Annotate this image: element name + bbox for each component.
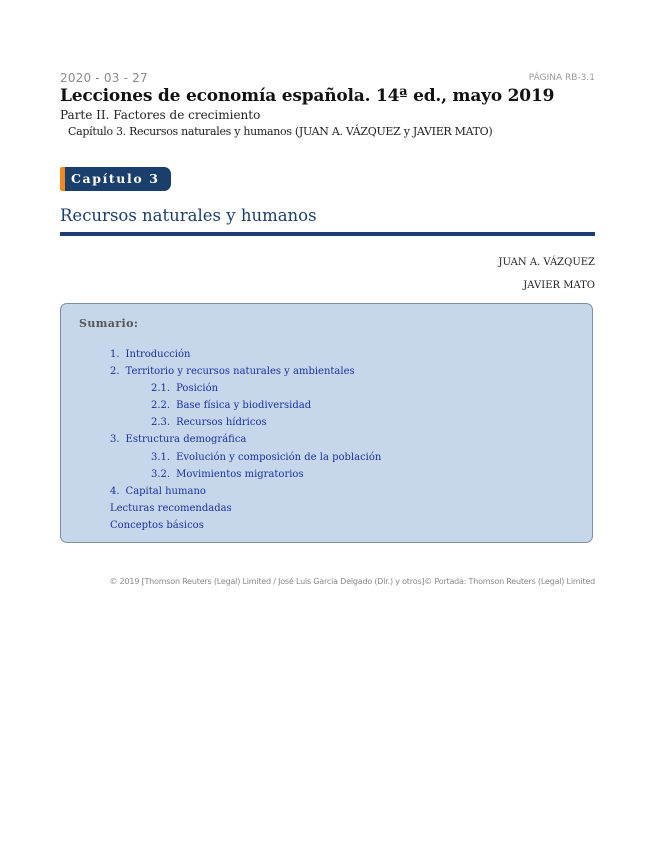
toc-link-capital-humano[interactable]: 4. Capital humano [110,486,206,497]
toc-link-movimientos-migratorios[interactable]: 3.2. Movimientos migratorios [151,469,304,480]
title-divider [60,232,595,236]
part-title: Parte II. Factores de crecimiento [60,108,261,122]
author-name: JAVIER MATO [523,280,595,291]
toc-link-posicion[interactable]: 2.1. Posición [151,383,219,394]
book-title: Lecciones de economía española. 14ª ed., mayo 2019 [60,86,555,106]
toc-link-introduccion[interactable]: 1. Introducción [110,349,191,360]
page-reference: PÁGINA RB-3.1 [528,73,595,83]
summary-box [60,303,593,543]
copyright-footer: © 2019 [Thomson Reuters (Legal) Limited / José Luis García Delgado (Dir.) y otros]© Portada: Thomson Reuters (Legal) Limited [109,577,595,586]
toc-link-evolucion-poblacion[interactable]: 3.1. Evolución y composición de la población [151,452,382,463]
toc-link-lecturas-recomendadas[interactable]: Lecturas recomendadas [110,503,232,514]
author-name: JUAN A. VÁZQUEZ [498,257,595,268]
chapter-title: Recursos naturales y humanos [60,206,317,225]
summary-title: Sumario: [79,317,139,330]
toc-link-estructura-demografica[interactable]: 3. Estructura demográfica [110,434,247,445]
toc-link-recursos-hidricos[interactable]: 2.3. Recursos hídricos [151,417,267,428]
toc-link-territorio[interactable]: 2. Territorio y recursos naturales y ambientales [110,366,355,377]
document-page [60,0,595,848]
document-date: 2020 - 03 - 27 [60,71,148,85]
toc-link-base-fisica[interactable]: 2.2. Base física y biodiversidad [151,400,312,411]
chapter-badge-label: Capítulo 3 [65,167,171,191]
toc-link-conceptos-basicos[interactable]: Conceptos básicos [110,520,204,531]
chapter-breadcrumb: Capítulo 3. Recursos naturales y humanos (JUAN A. VÁZQUEZ y JAVIER MATO) [68,125,493,138]
chapter-badge [60,167,171,191]
